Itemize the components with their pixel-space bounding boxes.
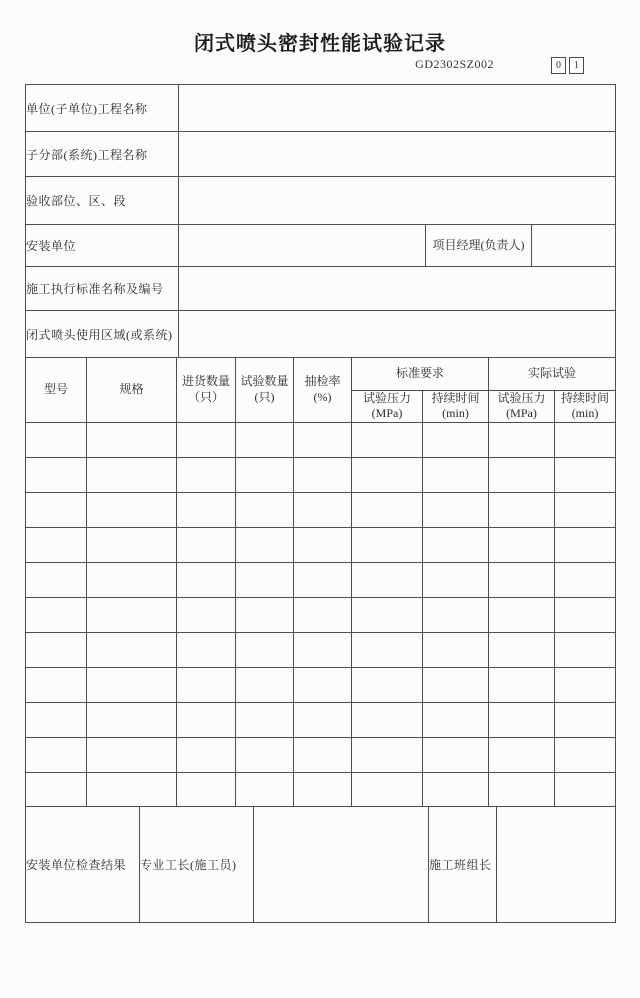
install-unit-label: 安装单位 — [26, 225, 179, 267]
project-manager-value — [532, 225, 616, 267]
spec-table-cell — [177, 702, 236, 737]
spec-table-cell — [236, 422, 294, 457]
spec-table-cell — [236, 632, 294, 667]
footer-row — [26, 807, 616, 923]
spec-table-cell — [423, 772, 489, 807]
info-table — [25, 84, 616, 358]
form-code: GD2302SZ002 — [415, 57, 494, 71]
spec-table-cell — [26, 492, 87, 527]
spec-table-cell — [352, 422, 423, 457]
info-row-usage-area — [26, 311, 616, 358]
spec-table-cell — [352, 527, 423, 562]
spec-table-cell — [87, 422, 177, 457]
col-header-incoming-qty: 进货数量 （只） — [177, 357, 236, 422]
info-row-sub-system — [26, 132, 616, 177]
spec-table-cell — [489, 457, 555, 492]
spec-table-cell — [352, 737, 423, 772]
spec-table-cell — [489, 772, 555, 807]
spec-table-cell — [177, 632, 236, 667]
form-title: 闭式喷头密封性能试验记录 — [194, 33, 446, 55]
page-box-right: 1 — [569, 57, 584, 74]
col-header-standard-pressure: 试验压力 (MPa) — [352, 390, 423, 422]
spec-table-cell — [423, 597, 489, 632]
spec-table-cell — [236, 667, 294, 702]
spec-table-cell — [177, 422, 236, 457]
spec-table-cell — [177, 667, 236, 702]
spec-table-empty-rows — [26, 422, 616, 807]
spec-table-row — [26, 457, 616, 492]
team-leader-signature-cell — [497, 807, 616, 923]
spec-table-cell — [26, 772, 87, 807]
spec-table-row — [26, 667, 616, 702]
spec-table-cell — [236, 597, 294, 632]
spec-table-cell — [489, 632, 555, 667]
spec-table-cell — [236, 772, 294, 807]
spec-table-row — [26, 772, 616, 807]
spec-table-cell — [26, 422, 87, 457]
spec-table-cell — [87, 492, 177, 527]
acceptance-area-value — [179, 177, 616, 225]
spec-table-cell — [26, 702, 87, 737]
unit-project-name-label: 单位(子单位)工程名称 — [26, 85, 179, 132]
spec-table-cell — [294, 422, 352, 457]
spec-table-cell — [489, 702, 555, 737]
spec-table-cell — [26, 667, 87, 702]
col-header-actual-pressure: 试验压力 (MPa) — [489, 390, 555, 422]
spec-table-cell — [294, 492, 352, 527]
info-row-install-unit — [26, 225, 616, 267]
spec-table-row — [26, 422, 616, 457]
page-box-left: 0 — [551, 57, 566, 74]
spec-table-cell — [26, 527, 87, 562]
spec-table-row — [26, 597, 616, 632]
spec-table-cell — [236, 562, 294, 597]
spec-table-cell — [489, 667, 555, 702]
page-number-boxes — [551, 57, 584, 74]
spec-table-cell — [177, 562, 236, 597]
spec-table-cell — [489, 597, 555, 632]
sub-system-name-value — [179, 132, 616, 177]
group-header-actual: 实际试验 — [489, 357, 616, 390]
spec-table-cell — [87, 457, 177, 492]
spec-table-cell — [87, 632, 177, 667]
spec-table-cell — [555, 597, 616, 632]
col-header-sampling-rate: 抽检率 (%) — [294, 357, 352, 422]
spec-table-cell — [294, 737, 352, 772]
spec-table-row — [26, 562, 616, 597]
spec-table-cell — [423, 737, 489, 772]
spec-table-cell — [87, 562, 177, 597]
unit-project-name-value — [179, 85, 616, 132]
spec-table-cell — [352, 667, 423, 702]
spec-table-cell — [294, 562, 352, 597]
spec-table-cell — [294, 632, 352, 667]
spec-table-cell — [26, 597, 87, 632]
spec-table-cell — [87, 702, 177, 737]
foreman-signature-cell — [254, 807, 429, 923]
spec-table-cell — [177, 597, 236, 632]
sprinkler-usage-area-label: 闭式喷头使用区域(或系统) — [26, 311, 179, 358]
spec-table-cell — [555, 457, 616, 492]
spec-table-cell — [236, 457, 294, 492]
spec-table-cell — [352, 702, 423, 737]
install-check-result-label: 安装单位检查结果 — [26, 807, 140, 923]
spec-table-cell — [555, 562, 616, 597]
col-header-actual-duration: 持续时间 (min) — [555, 390, 616, 422]
spec-table-row — [26, 737, 616, 772]
spec-table-cell — [423, 562, 489, 597]
spec-table-cell — [352, 772, 423, 807]
spec-table-cell — [236, 527, 294, 562]
spec-table-cell — [177, 737, 236, 772]
spec-table-cell — [423, 632, 489, 667]
spec-table-cell — [177, 772, 236, 807]
spec-table-cell — [423, 702, 489, 737]
spec-table-cell — [26, 737, 87, 772]
spec-table-cell — [352, 492, 423, 527]
spec-table-row — [26, 632, 616, 667]
spec-table-row — [26, 527, 616, 562]
spec-table-cell — [236, 702, 294, 737]
spec-table-cell — [177, 527, 236, 562]
spec-table-cell — [294, 667, 352, 702]
spec-table-cell — [352, 457, 423, 492]
col-header-test-qty: 试验数量 (只) — [236, 357, 294, 422]
spec-table-cell — [87, 667, 177, 702]
install-unit-value — [179, 225, 426, 267]
sub-system-name-label: 子分部(系统)工程名称 — [26, 132, 179, 177]
spec-table — [25, 357, 616, 808]
spec-table-cell — [489, 562, 555, 597]
spec-table-cell — [423, 667, 489, 702]
col-header-standard-duration: 持续时间 (min) — [423, 390, 489, 422]
spec-table-cell — [555, 702, 616, 737]
spec-table-cell — [352, 597, 423, 632]
spec-table-cell — [489, 422, 555, 457]
spec-table-cell — [294, 527, 352, 562]
spec-table-cell — [26, 457, 87, 492]
spec-table-cell — [294, 597, 352, 632]
spec-table-cell — [423, 457, 489, 492]
form-table-area — [25, 84, 615, 923]
spec-table-cell — [177, 492, 236, 527]
footer-table — [25, 806, 616, 923]
info-row-unit-project — [26, 85, 616, 132]
spec-table-cell — [26, 562, 87, 597]
foreman-label: 专业工长(施工员) — [140, 807, 254, 923]
info-row-standard — [26, 267, 616, 311]
spec-table-cell — [555, 492, 616, 527]
spec-table-cell — [352, 562, 423, 597]
spec-header-row-1 — [26, 357, 616, 390]
spec-table-cell — [87, 597, 177, 632]
spec-table-cell — [294, 702, 352, 737]
spec-table-cell — [555, 422, 616, 457]
spec-table-cell — [555, 667, 616, 702]
spec-table-row — [26, 492, 616, 527]
spec-table-cell — [423, 422, 489, 457]
team-leader-label: 施工班组长 — [429, 807, 497, 923]
spec-table-cell — [294, 457, 352, 492]
spec-table-cell — [87, 772, 177, 807]
spec-table-cell — [423, 527, 489, 562]
spec-table-cell — [236, 737, 294, 772]
construction-standard-value — [179, 267, 616, 311]
spec-table-cell — [294, 772, 352, 807]
col-header-spec: 规格 — [87, 357, 177, 422]
spec-table-cell — [352, 632, 423, 667]
spec-table-cell — [555, 772, 616, 807]
spec-table-cell — [423, 492, 489, 527]
group-header-standard: 标准要求 — [352, 357, 489, 390]
acceptance-area-label: 验收部位、区、段 — [26, 177, 179, 225]
spec-table-cell — [236, 492, 294, 527]
col-header-model: 型号 — [26, 357, 87, 422]
spec-table-cell — [87, 527, 177, 562]
project-manager-label: 项目经理(负责人) — [426, 225, 532, 267]
spec-table-cell — [555, 632, 616, 667]
spec-table-cell — [489, 527, 555, 562]
spec-table-cell — [555, 737, 616, 772]
spec-table-cell — [87, 737, 177, 772]
spec-table-cell — [555, 527, 616, 562]
spec-table-cell — [489, 492, 555, 527]
spec-table-cell — [177, 457, 236, 492]
construction-standard-label: 施工执行标准名称及编号 — [26, 267, 179, 311]
spec-table-cell — [489, 737, 555, 772]
spec-table-row — [26, 702, 616, 737]
spec-table-cell — [26, 632, 87, 667]
sprinkler-usage-area-value — [179, 311, 616, 358]
info-row-acceptance-area — [26, 177, 616, 225]
